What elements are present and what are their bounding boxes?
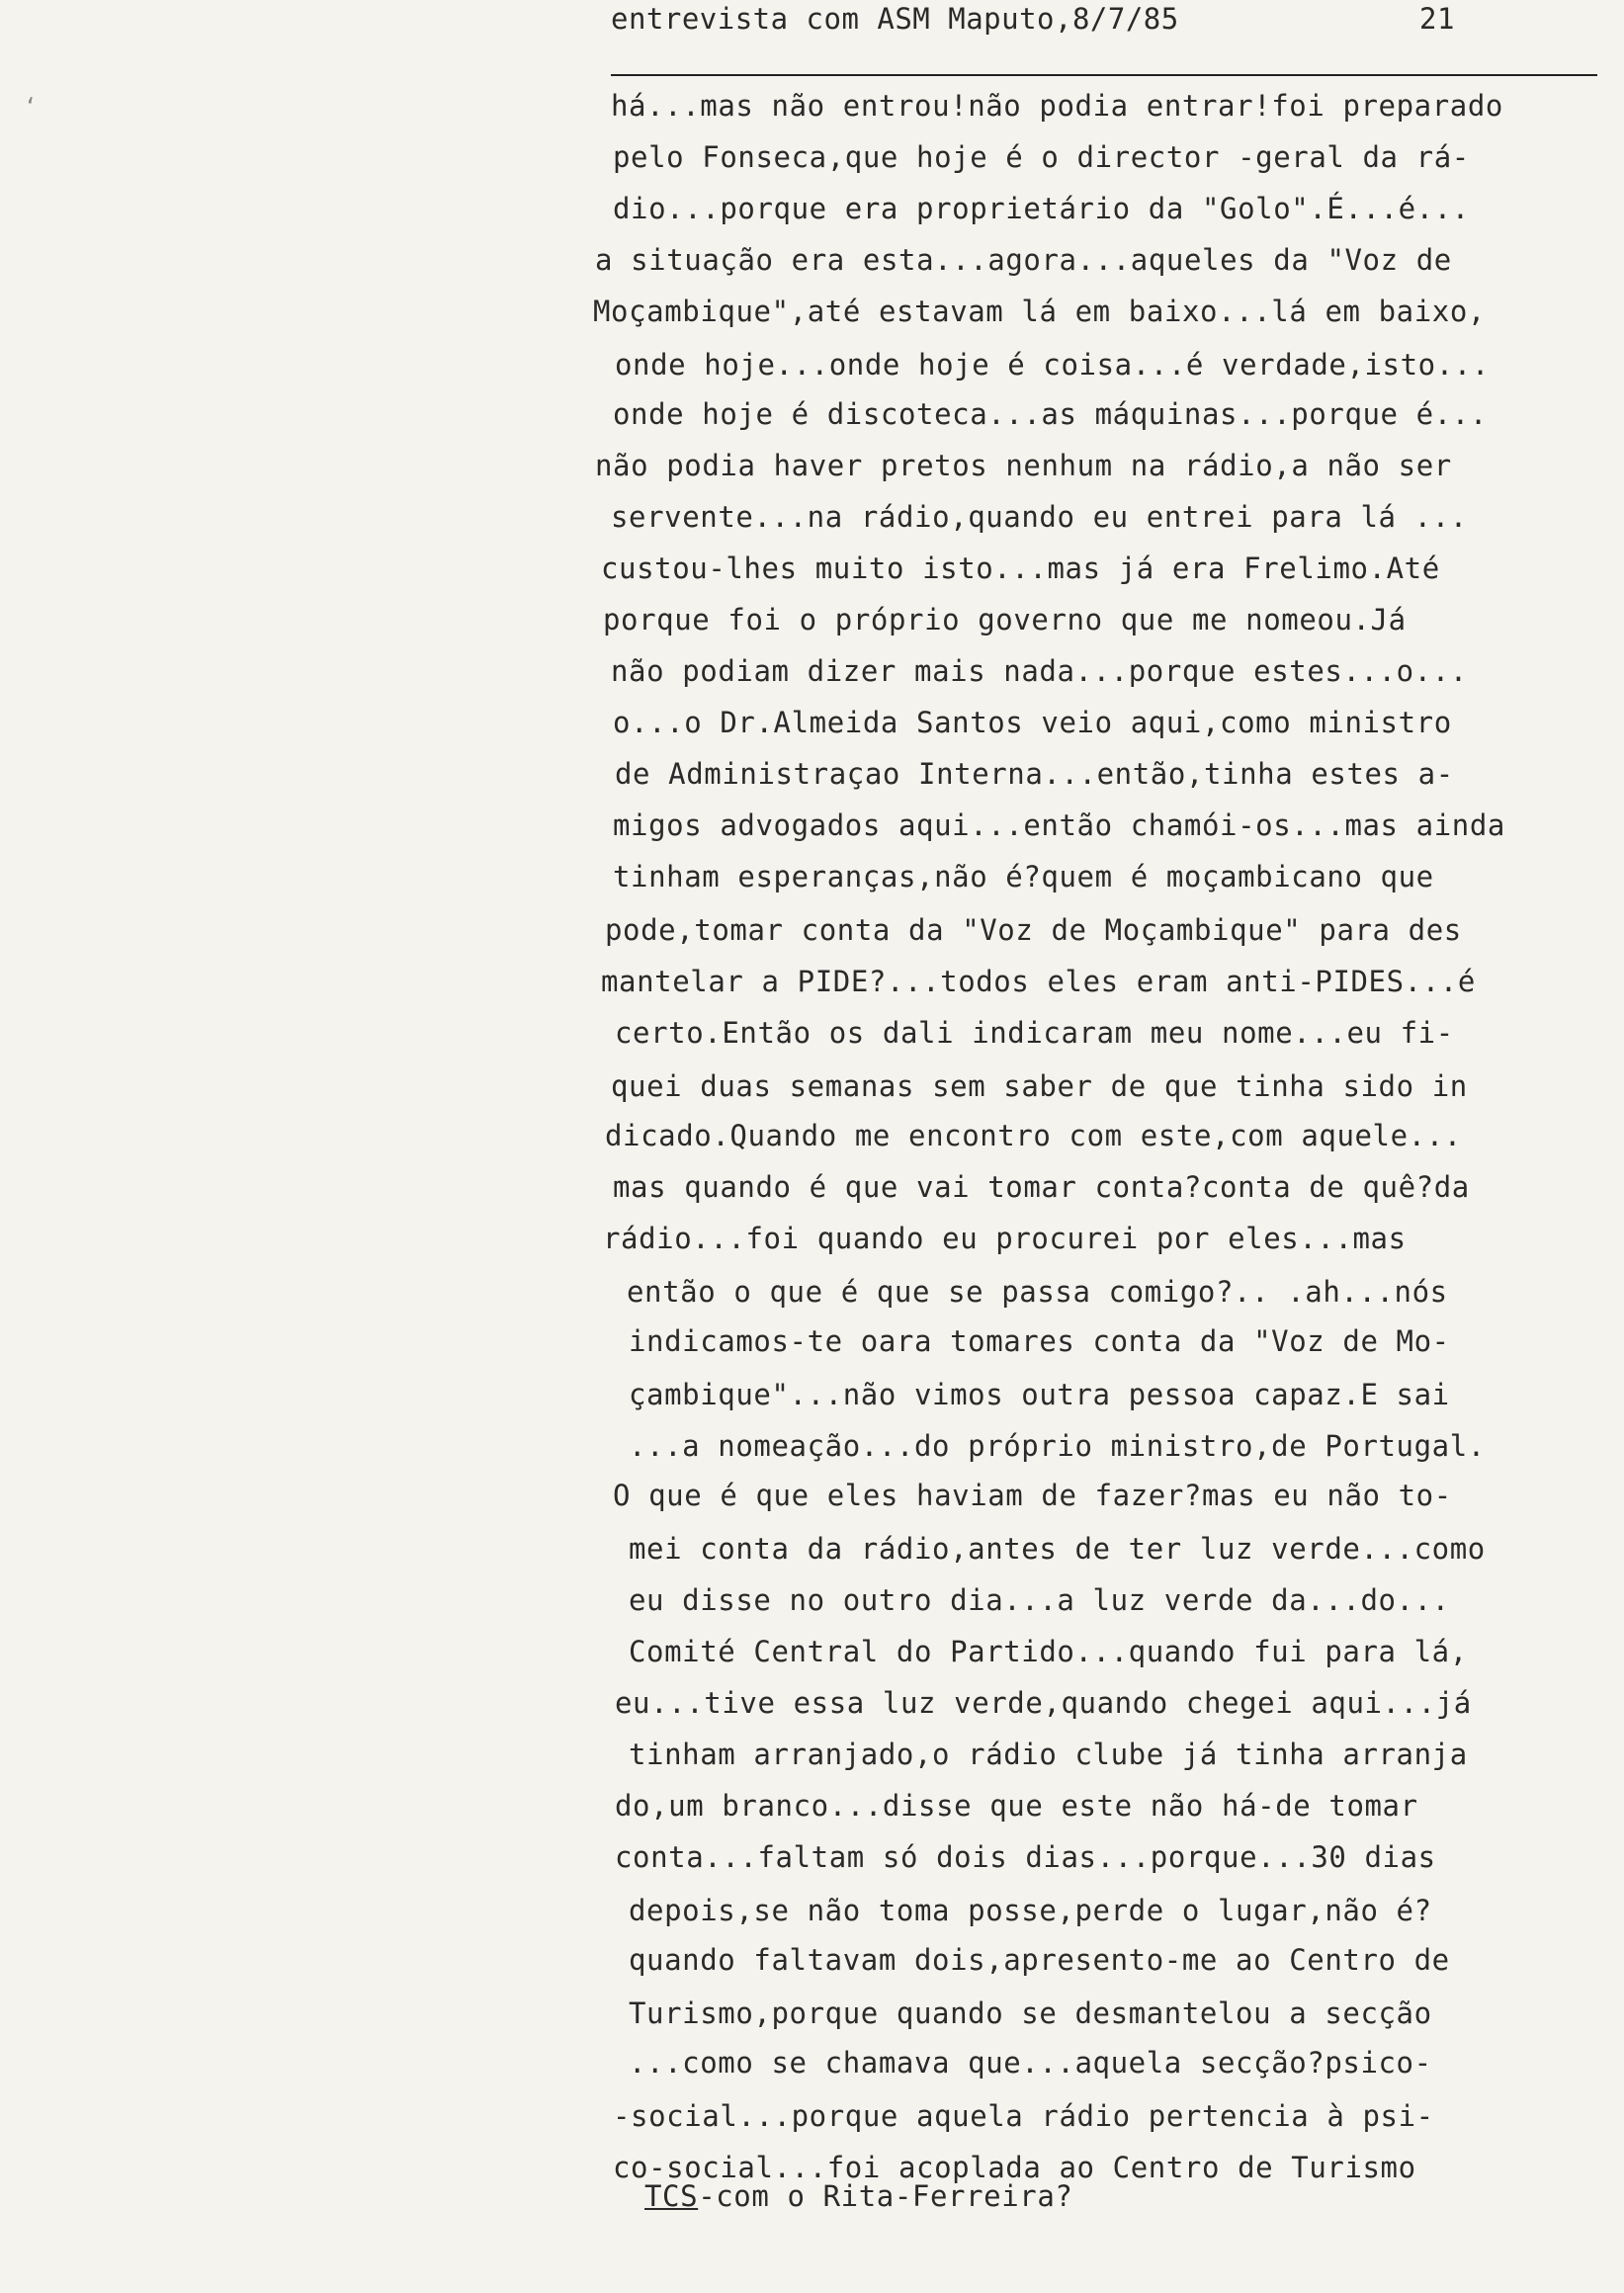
text-line: mas quando é que vai tomar conta?conta de quê?da: [613, 1170, 1470, 1204]
text-line: indicamos-te oara tomares conta da "Voz de Mo-: [629, 1324, 1450, 1358]
text-line: a situação era esta...agora...aqueles da "Voz de: [595, 243, 1452, 277]
document-title: entrevista com ASM Maputo,8/7/85: [611, 2, 1179, 36]
text-line: ...a nomeação...do próprio ministro,de Portugal.: [629, 1429, 1486, 1463]
text-line: servente...na rádio,quando eu entrei para lá ...: [611, 500, 1468, 534]
header-rule: [611, 74, 1597, 76]
text-line: depois,se não toma posse,perde o lugar,não é?: [629, 1894, 1432, 1927]
text-line: dicado.Quando me encontro com este,com aquele...: [605, 1119, 1462, 1152]
text-line: dio...porque era proprietário da "Golo".É...é...: [613, 192, 1470, 225]
page-header: [611, 2, 1500, 42]
text-line: mei conta da rádio,antes de ter luz verde...como: [629, 1532, 1486, 1566]
text-line: pode,tomar conta da "Voz de Moçambique" para des: [605, 913, 1462, 947]
text-line: conta...faltam só dois dias...porque...30 dias: [615, 1840, 1436, 1874]
text-line: do,um branco...disse que este não há-de tomar: [615, 1789, 1418, 1823]
speaker-line: [644, 2179, 1072, 2213]
page-number: 21: [1419, 2, 1455, 36]
text-line: há...mas não entrou!não podia entrar!foi preparado: [611, 89, 1503, 123]
text-line: ...como se chamava que...aquela secção?psico-: [629, 2046, 1432, 2080]
text-line: custou-lhes muito isto...mas já era Frelimo.Até: [601, 552, 1440, 585]
text-line: Moçambique",até estavam lá em baixo...lá em baixo,: [593, 295, 1486, 328]
text-line: certo.Então os dali indicaram meu nome...eu fi-: [615, 1016, 1454, 1050]
text-line: pelo Fonseca,que hoje é o director -geral da rá-: [613, 140, 1470, 174]
speaker-text: -com o Rita-Ferreira?: [698, 2179, 1073, 2213]
text-line: rádio...foi quando eu procurei por eles...mas: [603, 1222, 1407, 1255]
text-line: co-social...foi acoplada ao Centro de Turismo: [613, 2151, 1416, 2184]
margin-mark: ʻ: [24, 95, 38, 120]
text-line: onde hoje...onde hoje é coisa...é verdade,isto...: [615, 348, 1490, 382]
text-line: eu disse no outro dia...a luz verde da...do...: [629, 1583, 1450, 1617]
text-line: Turismo,porque quando se desmantelou a secção: [629, 1996, 1432, 2030]
text-line: migos advogados aqui...então chamói-os...mas ainda: [613, 808, 1505, 842]
text-line: onde hoje é discoteca...as máquinas...porque é...: [613, 397, 1488, 431]
text-line: não podiam dizer mais nada...porque estes...o...: [611, 654, 1468, 688]
text-line: tinham arranjado,o rádio clube já tinha arranja: [629, 1738, 1468, 1771]
text-line: O que é que eles haviam de fazer?mas eu não to-: [613, 1479, 1452, 1512]
text-line: porque foi o próprio governo que me nomeou.Já: [603, 603, 1407, 637]
text-line: çambique"...não vimos outra pessoa capaz.E sai: [629, 1378, 1450, 1411]
text-line: quando faltavam dois,apresento-me ao Centro de: [629, 1943, 1450, 1977]
text-line: o...o Dr.Almeida Santos veio aqui,como ministro: [613, 706, 1452, 739]
text-line: -social...porque aquela rádio pertencia à psi-: [613, 2099, 1434, 2133]
text-line: quei duas semanas sem saber de que tinha sido in: [611, 1069, 1468, 1103]
text-line: não podia haver pretos nenhum na rádio,a não ser: [595, 449, 1452, 482]
text-line: Comité Central do Partido...quando fui para lá,: [629, 1635, 1468, 1668]
text-line: tinham esperanças,não é?quem é moçambicano que: [613, 860, 1434, 893]
text-line: então o que é que se passa comigo?.. .ah...nós: [627, 1275, 1448, 1309]
text-line: de Administraçao Interna...então,tinha estes a-: [615, 757, 1454, 791]
text-line: mantelar a PIDE?...todos eles eram anti-PIDES...é: [601, 965, 1476, 998]
text-line: eu...tive essa luz verde,quando chegei aqui...já: [615, 1686, 1472, 1720]
speaker-label: TCS: [644, 2179, 699, 2213]
